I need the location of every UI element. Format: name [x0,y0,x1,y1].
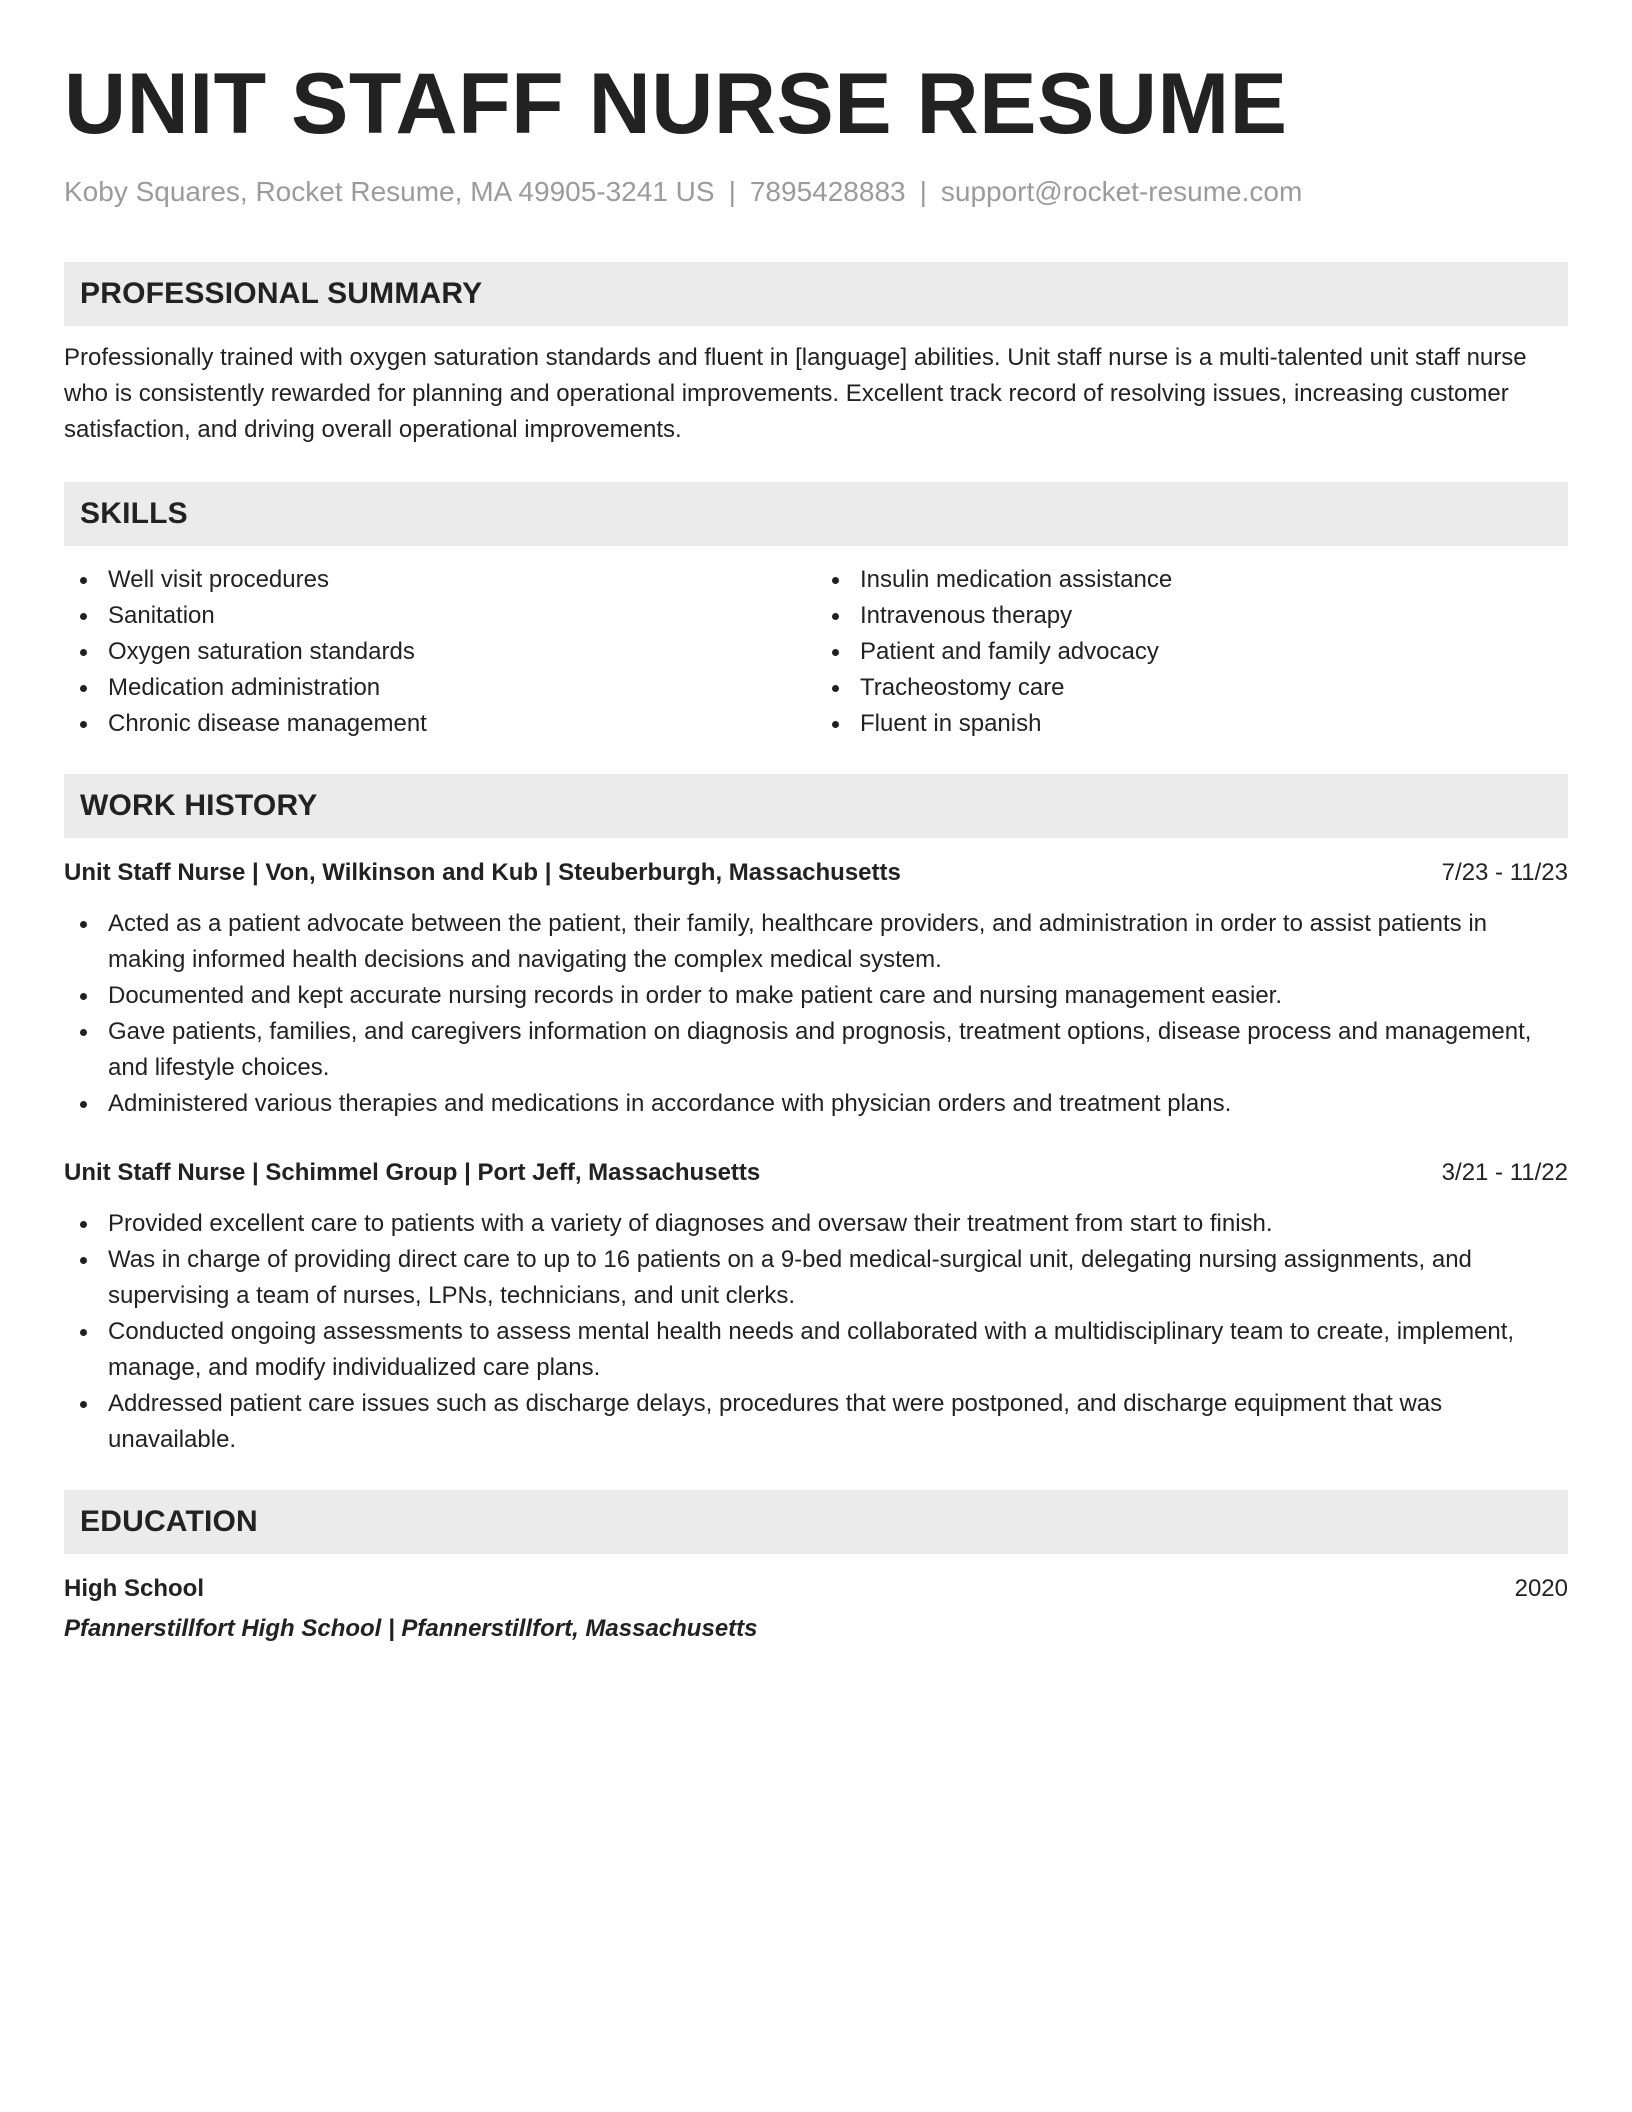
skill-item: Chronic disease management [108,706,816,742]
contact-address: Koby Squares, Rocket Resume, MA 49905-3241 US [64,176,715,207]
job-bullet: Provided excellent care to patients with a variety of diagnoses and oversaw their treatment from start to finish. [108,1206,1568,1242]
skill-item: Well visit procedures [108,562,816,598]
skills-grid [64,562,1568,742]
job-bullet: Acted as a patient advocate between the patient, their family, healthcare providers, and administration in order to assist patients in making informed health decisions and navigating the complex medical system. [108,906,1568,978]
section-heading-label: WORK HISTORY [80,789,318,822]
job-entry [64,1156,1568,1458]
skill-item: Medication administration [108,670,816,706]
job-bullet: Documented and kept accurate nursing records in order to make patient care and nursing management easier. [108,978,1568,1014]
job-bullet: Was in charge of providing direct care to up to 16 patients on a 9-bed medical-surgical unit, delegating nursing assignments, and supervising a team of nurses, LPNs, technicians, and unit clerks. [108,1242,1568,1314]
education-school: Pfannerstillfort High School | Pfannerstillfort, Massachusetts [64,1615,758,1642]
skills-column-left [64,562,816,742]
job-header [64,1156,1568,1190]
section-heading-summary [64,262,1568,326]
skill-item: Tracheostomy care [860,670,1568,706]
section-heading-label: PROFESSIONAL SUMMARY [80,277,483,310]
skill-item: Fluent in spanish [860,706,1568,742]
education-header [64,1572,1568,1606]
skills-column-right [816,562,1568,742]
job-entry [64,856,1568,1122]
job-title: Unit Staff Nurse | Schimmel Group | Port Jeff, Massachusetts [64,1159,761,1186]
job-bullet: Conducted ongoing assessments to assess mental health needs and collaborated with a multidisciplinary team to create, implement, manage, and modify individualized care plans. [108,1314,1568,1386]
skill-item: Intravenous therapy [860,598,1568,634]
job-dates: 7/23 - 11/23 [1441,859,1568,886]
education-degree: High School [64,1575,204,1602]
resume-title: UNIT STAFF NURSE RESUME [64,56,1288,152]
job-bullet: Administered various therapies and medications in accordance with physician orders and treatment plans. [108,1086,1568,1122]
section-heading-skills [64,482,1568,546]
job-bullet: Gave patients, families, and caregivers information on diagnosis and prognosis, treatment options, disease process and management, and lifestyle choices. [108,1014,1568,1086]
contact-line [64,174,1568,210]
job-dates: 3/21 - 11/22 [1441,1159,1568,1186]
section-heading-education [64,1490,1568,1554]
education-year: 2020 [1514,1575,1568,1602]
skill-item: Insulin medication assistance [860,562,1568,598]
section-heading-work-history [64,774,1568,838]
job-bullets [64,1206,1568,1458]
contact-separator: | [919,176,927,207]
summary-text: Professionally trained with oxygen saturation standards and fluent in [language] abilities. Unit staff nurse is a multi-talented unit staff nurse who is consistently rewarded for planning and operational improvements. Excellent track record of resolving issues, increasing customer satisfaction, and driving overall operational improvements. [64,344,1527,443]
skill-item: Patient and family advocacy [860,634,1568,670]
skill-item: Oxygen saturation standards [108,634,816,670]
section-heading-label: SKILLS [80,497,188,530]
contact-email: support@rocket-resume.com [940,176,1303,207]
job-header [64,856,1568,890]
job-title: Unit Staff Nurse | Von, Wilkinson and Kub | Steuberburgh, Massachusetts [64,859,901,886]
job-bullet: Addressed patient care issues such as discharge delays, procedures that were postponed, and discharge equipment that was unavailable. [108,1386,1568,1458]
section-heading-label: EDUCATION [80,1505,258,1538]
contact-separator: | [728,176,736,207]
job-bullets [64,906,1568,1122]
skill-item: Sanitation [108,598,816,634]
contact-phone: 7895428883 [749,176,906,207]
